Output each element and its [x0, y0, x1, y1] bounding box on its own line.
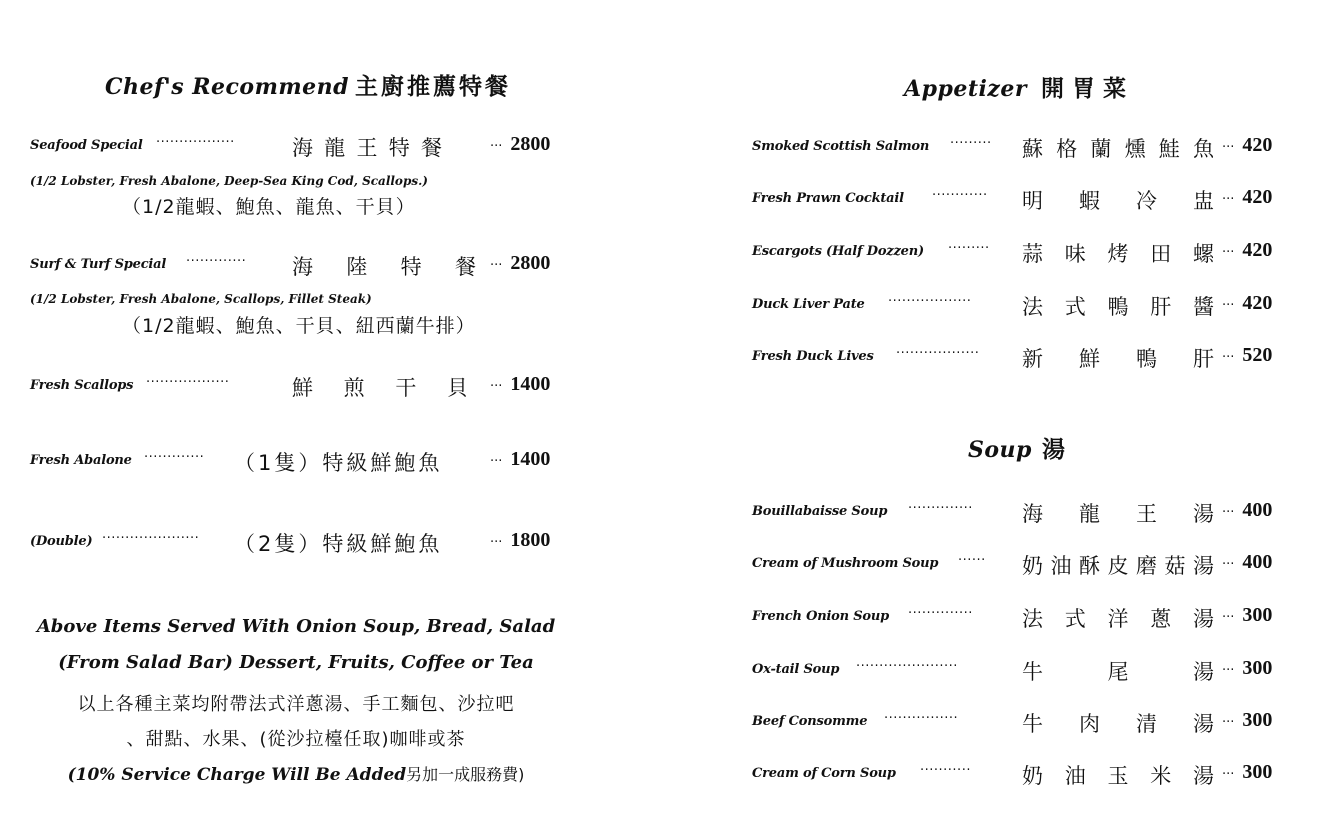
- menu-item: [30, 445, 570, 475]
- soup-title: [968, 431, 1068, 464]
- menu-item: [752, 654, 1312, 684]
- item-description-en: (1/2 Lobster, Fresh Abalone, Scallops, Fillet Steak): [30, 292, 372, 306]
- menu-item: [30, 249, 570, 279]
- menu-item: [752, 289, 1312, 319]
- item-price: [1222, 344, 1272, 367]
- item-price: [1222, 657, 1272, 680]
- ellipsis: ···: [1222, 663, 1235, 678]
- ellipsis: ···: [1222, 245, 1235, 260]
- item-name-en: Ox-tail Soup: [752, 662, 840, 677]
- appetizer-title: [904, 70, 1134, 103]
- ellipsis: ···: [1222, 350, 1235, 365]
- item-price: [1222, 292, 1272, 315]
- item-name-zh: 奶 油 酥 皮 磨 菇 湯: [1022, 554, 1214, 578]
- ellipsis: ···: [1222, 192, 1235, 207]
- ellipsis: ···: [490, 454, 503, 469]
- menu-item: [752, 601, 1312, 631]
- price-value: 1400: [510, 448, 551, 470]
- item-description-zh: （1/2龍蝦、鮑魚、龍魚、干貝）: [122, 196, 416, 218]
- item-name-en: Bouillabaisse Soup: [752, 504, 888, 519]
- item-name-zh: 法 式 鴨 肝 醬: [1022, 295, 1214, 319]
- title-en: Chef's Recommend: [105, 74, 350, 100]
- item-name-zh: 海 龍 王 湯: [1022, 502, 1214, 526]
- leader-dots: ··················: [896, 346, 980, 361]
- item-name-zh: 法 式 洋 蔥 湯: [1022, 607, 1214, 631]
- menu-item: [752, 758, 1312, 788]
- item-name-en: Surf & Turf Special: [30, 257, 167, 272]
- ellipsis: ···: [1222, 140, 1235, 155]
- price-value: 1800: [510, 529, 551, 551]
- item-name-zh: 奶 油 玉 米 湯: [1022, 764, 1214, 788]
- item-name-en: Beef Consomme: [752, 714, 868, 729]
- service-charge-note: [16, 762, 576, 785]
- leader-dots: ···········: [920, 763, 971, 778]
- title-en: Soup: [968, 437, 1032, 463]
- item-name-en: Fresh Abalone: [30, 453, 132, 468]
- item-price: [1222, 551, 1272, 574]
- price-value: 300: [1242, 604, 1273, 626]
- note-en-line-1: Above Items Served With Onion Soup, Bread, Salad: [36, 616, 556, 637]
- price-value: 420: [1242, 186, 1273, 208]
- note-en-line-2: (From Salad Bar) Dessert, Fruits, Coffee or Tea: [58, 652, 534, 673]
- price-value: 420: [1242, 134, 1273, 156]
- item-price: [490, 133, 550, 156]
- item-name-zh: （2隻）特級鮮鮑魚: [234, 532, 443, 556]
- leader-dots: ·········: [948, 241, 990, 256]
- item-name-zh: 牛 尾 湯: [1022, 660, 1214, 684]
- item-price: [490, 448, 550, 471]
- item-price: [1222, 239, 1272, 262]
- menu-item: [30, 370, 570, 400]
- item-name-zh: 蒜 味 烤 田 螺: [1022, 242, 1214, 266]
- ellipsis: ···: [490, 139, 503, 154]
- menu-item: [752, 131, 1312, 161]
- title-zh: 開胃菜: [1040, 76, 1134, 102]
- item-name-zh: 鮮 煎 干 貝: [292, 376, 468, 400]
- leader-dots: ··············: [908, 501, 973, 516]
- item-name-en: Fresh Prawn Cocktail: [752, 191, 904, 206]
- menu-item: [752, 548, 1312, 578]
- price-value: 300: [1242, 761, 1273, 783]
- menu-item: [752, 341, 1312, 371]
- item-name-zh: 海 龍 王 特 餐: [292, 136, 442, 160]
- service-charge-zh: 另加一成服務費): [406, 765, 525, 784]
- price-value: 520: [1242, 344, 1273, 366]
- menu-item: [752, 496, 1312, 526]
- price-value: 420: [1242, 239, 1273, 261]
- leader-dots: ··················: [146, 375, 230, 390]
- item-name-zh: 蘇 格 蘭 燻 鮭 魚: [1022, 137, 1214, 161]
- item-price: [1222, 134, 1272, 157]
- item-price: [1222, 499, 1272, 522]
- leader-dots: ·················: [156, 135, 235, 150]
- note-zh-line-2: 、甜點、水果、(從沙拉檯任取)咖啡或茶: [126, 729, 466, 750]
- ellipsis: ···: [1222, 557, 1235, 572]
- price-value: 300: [1242, 657, 1273, 679]
- price-value: 2800: [510, 252, 551, 274]
- price-value: 2800: [510, 133, 551, 155]
- item-name-en: (Double): [30, 534, 93, 549]
- leader-dots: ··················: [888, 294, 972, 309]
- menu-item: [752, 706, 1312, 736]
- item-name-zh: 海 陸 特 餐: [292, 255, 476, 279]
- leader-dots: ··············: [908, 606, 973, 621]
- leader-dots: ·········: [950, 136, 992, 151]
- item-description-zh: （1/2龍蝦、鮑魚、干貝、紐西蘭牛排）: [122, 315, 476, 337]
- leader-dots: ················: [884, 711, 959, 726]
- item-name-en: Cream of Mushroom Soup: [752, 556, 939, 571]
- item-description-en: (1/2 Lobster, Fresh Abalone, Deep-Sea King Cod, Scallops.): [30, 174, 428, 188]
- item-price: [1222, 761, 1272, 784]
- item-name-zh: 明 蝦 冷 盅: [1022, 189, 1214, 213]
- menu-item: [752, 183, 1312, 213]
- leader-dots: ·····················: [102, 531, 200, 546]
- menu-item: [30, 130, 570, 160]
- leader-dots: ······: [958, 553, 986, 568]
- price-value: 400: [1242, 499, 1273, 521]
- ellipsis: ···: [1222, 715, 1235, 730]
- ellipsis: ···: [490, 379, 503, 394]
- item-price: [490, 529, 550, 552]
- item-name-en: Fresh Scallops: [30, 378, 134, 393]
- item-price: [490, 373, 550, 396]
- item-price: [490, 252, 550, 275]
- item-name-en: Smoked Scottish Salmon: [752, 139, 930, 154]
- title-zh: 主廚推薦特餐: [355, 74, 512, 100]
- leader-dots: ············: [932, 188, 988, 203]
- item-price: [1222, 186, 1272, 209]
- title-en: Appetizer: [904, 76, 1027, 102]
- item-name-en: Fresh Duck Lives: [752, 349, 874, 364]
- price-value: 400: [1242, 551, 1273, 573]
- ellipsis: ···: [1222, 610, 1235, 625]
- ellipsis: ···: [490, 535, 503, 550]
- item-name-en: Duck Liver Pate: [752, 297, 865, 312]
- item-name-en: Escargots (Half Dozzen): [752, 244, 924, 259]
- menu-item: [752, 236, 1312, 266]
- ellipsis: ···: [1222, 505, 1235, 520]
- price-value: 1400: [510, 373, 551, 395]
- ellipsis: ···: [1222, 767, 1235, 782]
- item-price: [1222, 709, 1272, 732]
- item-name-zh: （1隻）特級鮮鮑魚: [234, 451, 443, 475]
- item-name-zh: 牛 肉 清 湯: [1022, 712, 1214, 736]
- title-zh: 湯: [1041, 437, 1068, 463]
- chefs-recommend-title: [105, 68, 511, 101]
- leader-dots: ·············: [186, 254, 247, 269]
- item-price: [1222, 604, 1272, 627]
- leader-dots: ······················: [856, 659, 958, 674]
- menu-item: [30, 526, 570, 556]
- ellipsis: ···: [1222, 298, 1235, 313]
- price-value: 420: [1242, 292, 1273, 314]
- item-name-en: French Onion Soup: [752, 609, 890, 624]
- service-charge-en: (10% Service Charge Will Be Added: [67, 765, 407, 785]
- leader-dots: ·············: [144, 450, 205, 465]
- item-name-en: Cream of Corn Soup: [752, 766, 896, 781]
- item-name-zh: 新 鮮 鴨 肝: [1022, 347, 1214, 371]
- note-zh-line-1: 以上各種主菜均附帶法式洋蔥湯、手工麵包、沙拉吧: [77, 694, 515, 715]
- price-value: 300: [1242, 709, 1273, 731]
- ellipsis: ···: [490, 258, 503, 273]
- item-name-en: Seafood Special: [30, 138, 143, 153]
